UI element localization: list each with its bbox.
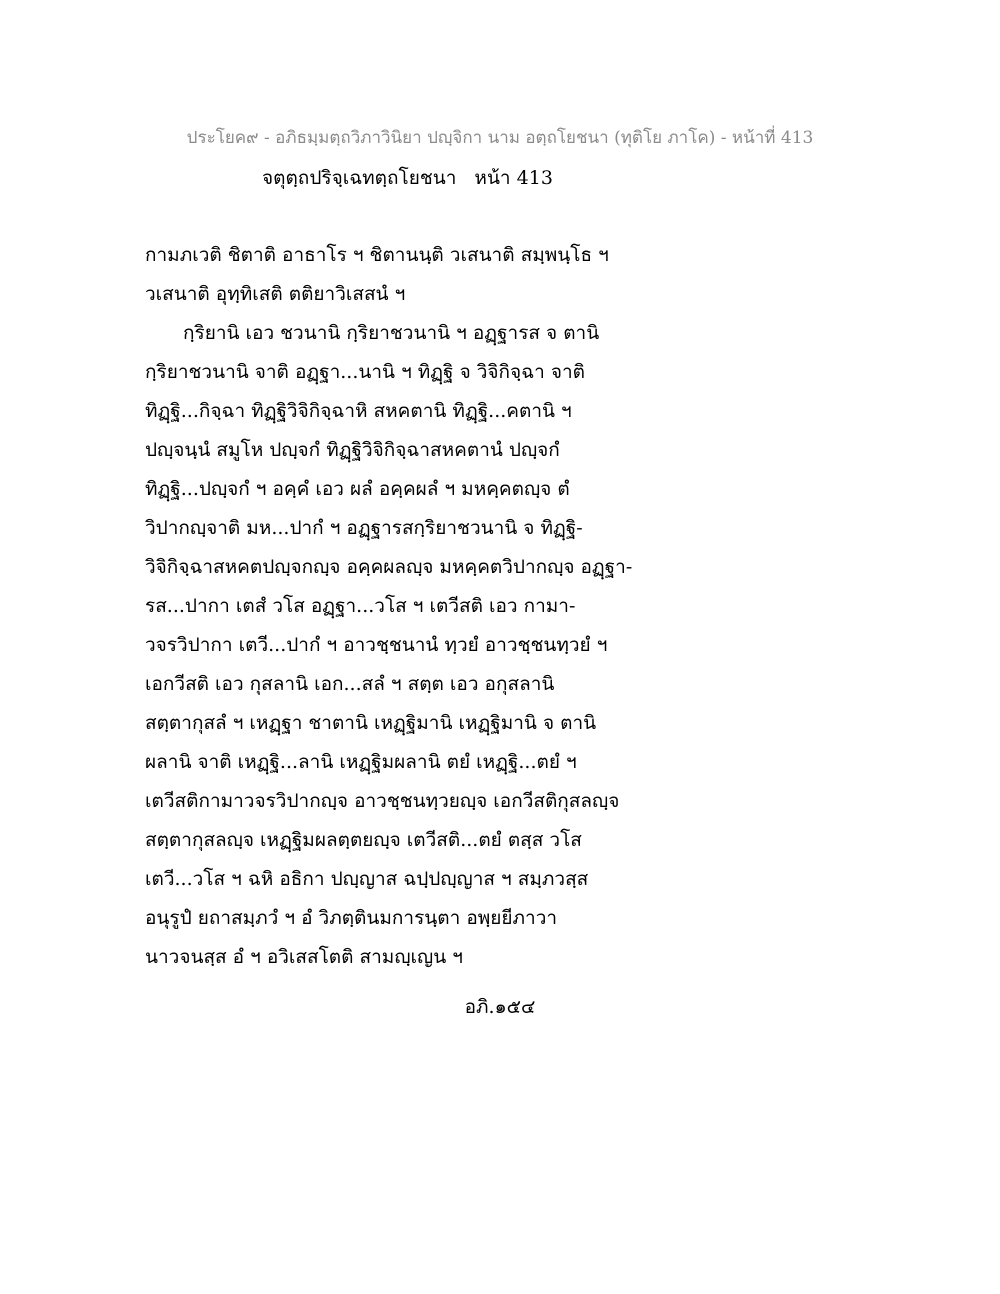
- text-line: กฺริยานิ เอว ชวนานิ กฺริยาชวนานิ ฯ อฏฺฐารส จ ตานิ: [183, 322, 600, 344]
- text-line: กฺริยาชวนานิ จาติ อฏฺฐา...นานิ ฯ ทิฏฺฐิ จ วิจิกิจฺฉา จาติ: [145, 361, 585, 383]
- text-line: ปญฺจนฺนํ สมูโห ปญฺจกํ ทิฏฺฐิวิจิกิจฺฉาสหคตานํ ปญฺจกํ: [145, 439, 560, 461]
- text-line: วิจิกิจฺฉาสหคตปญฺจกญฺจ อคฺคผลญฺจ มหคฺคตวิปากญฺจ อฏฺฐา-: [145, 556, 633, 578]
- section-page-ref: หน้า 413: [474, 167, 553, 189]
- text-line: วเสนาติ อุทฺทิเสติ ตติยาวิเสสนํ ฯ: [145, 283, 406, 305]
- text-line: นาวจนสฺส อํ ฯ อวิเสสโตติ สามญฺเญน ฯ: [145, 946, 463, 968]
- text-line: สตฺตากุสลญฺจ เหฏฺฐิมผลตฺตยญฺจ เตวีสติ...ตยํ ตสฺส วโส: [145, 829, 582, 851]
- body-text: [145, 236, 865, 977]
- text-line: เตวีสติกามาวจรวิปากญฺจ อาวชฺชนทฺวยญฺจ เอกวีสติกุสลญฺจ: [145, 790, 620, 812]
- text-line: วิปากญฺจาติ มห...ปากํ ฯ อฏฺฐารสกฺริยาชวนานิ จ ทิฏฺฐิ-: [145, 517, 583, 539]
- section-title: จตุตฺถปริจฺเฉทตฺถโยชนา: [262, 167, 457, 189]
- text-line: เอกวีสติ เอว กุสลานิ เอก...สลํ ฯ สตฺต เอว อกุสลานิ: [145, 673, 555, 695]
- text-line: อนุรูปํ ยถาสมฺภวํ ฯ อํ วิภตฺตินมการนฺตา อพฺยยีภาวา: [145, 907, 558, 929]
- text-line: รส...ปากา เตสํ วโส อฏฺฐา...วโส ฯ เตวีสติ เอว กามา-: [145, 595, 576, 617]
- text-line: ทิฏฺฐิ...ปญฺจกํ ฯ อคฺคํ เอว ผลํ อคฺคผลํ ฯ มหคฺคตญฺจ ตํ: [145, 478, 570, 500]
- text-line: วจรวิปากา เตวี...ปากํ ฯ อาวชฺชนานํ ทฺวยํ อาวชฺชนทฺวยํ ฯ: [145, 634, 608, 656]
- text-line: กามภเวติ ชิตาติ อาธาโร ฯ ชิตานนฺติ วเสนาติ สมฺพนฺโธ ฯ: [145, 244, 609, 266]
- text-line: เตวี...วโส ฯ ฉหิ อธิกา ปญฺญาส ฉปฺปญฺญาส ฯ สมฺภวสฺส: [145, 868, 589, 890]
- section-heading: [262, 163, 553, 193]
- running-header: ประโยค๙ - อภิธมฺมตฺถวิภาวินิยา ปญฺจิกา นาม อตฺถโยชนา (ทุติโย ภาโค) - หน้าที่ 413: [186, 128, 814, 148]
- page-footer: อภิ.๑๕๔: [464, 996, 536, 1018]
- text-line: ทิฏฺฐิ...กิจฺฉา ทิฏฺฐิวิจิกิจฺฉาหิ สหคตานิ ทิฏฺฐิ...คตานิ ฯ: [145, 400, 572, 422]
- text-line: สตฺตากุสลํ ฯ เหฏฺฐา ชาตานิ เหฏฺฐิมานิ เหฏฺฐิมานิ จ ตานิ: [145, 712, 597, 734]
- text-line: ผลานิ จาติ เหฏฺฐิ...ลานิ เหฏฺฐิมผลานิ ตยํ เหฏฺฐิ...ตยํ ฯ: [145, 751, 577, 773]
